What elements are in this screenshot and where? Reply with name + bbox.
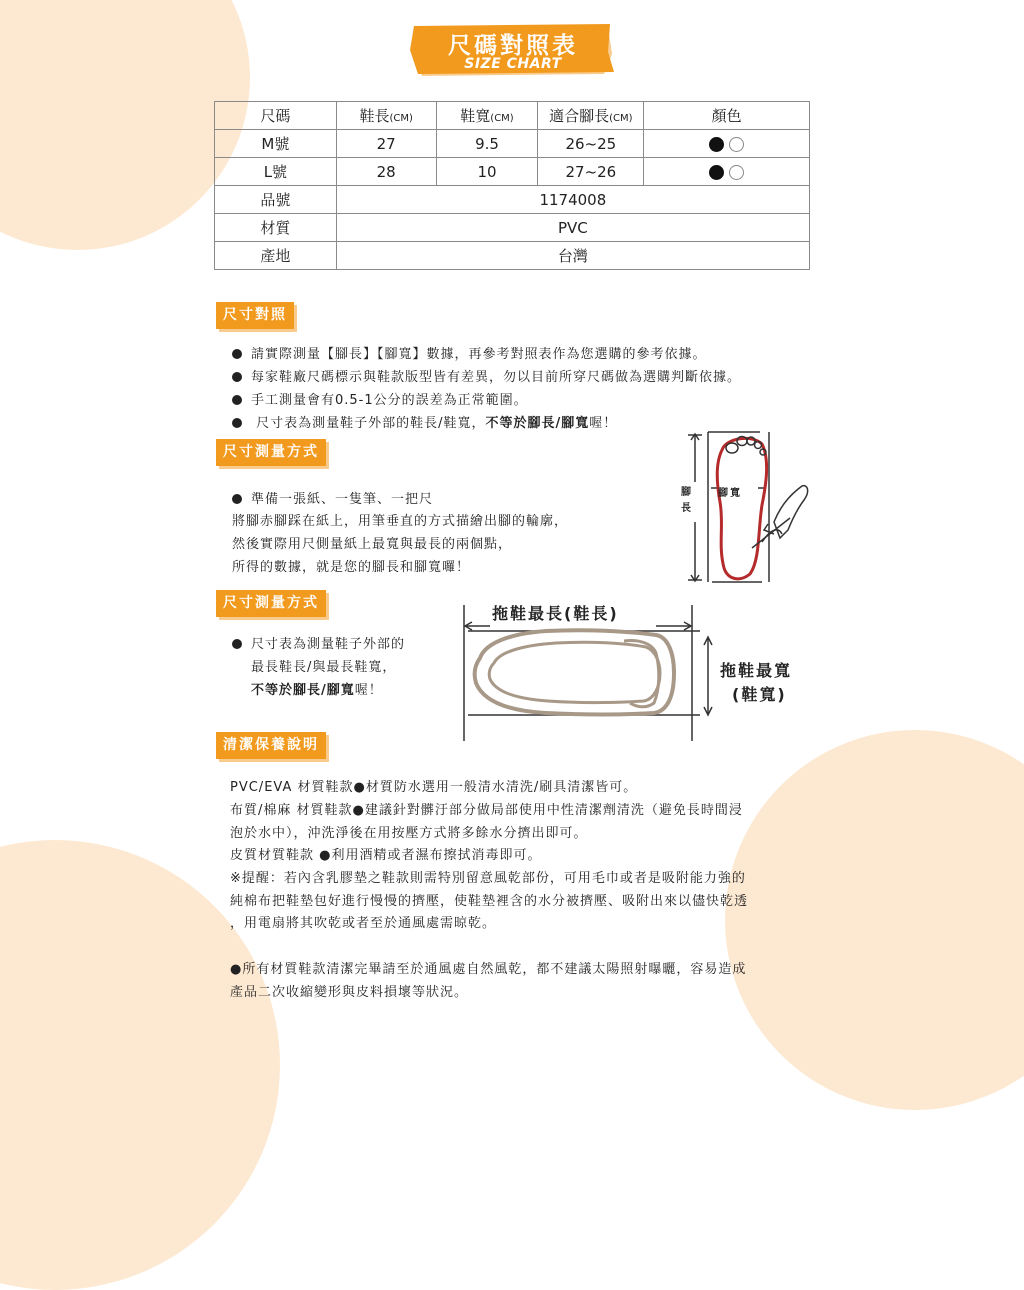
header-color: 顏色	[644, 102, 810, 130]
size-table	[214, 101, 810, 270]
color-swatch-black	[709, 165, 724, 180]
cell-shoe-length: 27	[336, 130, 436, 158]
foot-width-label: 腳寬	[718, 488, 742, 499]
table-row-origin	[215, 242, 810, 270]
slipper-width-label-2: (鞋寬)	[732, 685, 787, 704]
color-swatch-black	[709, 137, 724, 152]
slipper-measure-diagram	[456, 603, 726, 745]
section2-line-2: 然後實際用尺側量紙上最寬與最長的兩個點，	[232, 537, 513, 552]
table-row	[215, 130, 810, 158]
section-title-measure-method: 尺寸測量方式	[216, 439, 326, 466]
slipper-width-label-1: 拖鞋最寬	[720, 661, 793, 680]
cleaning-line-7: ，用電扇將其吹乾或者至於通風處需晾乾。	[230, 916, 497, 931]
cell-foot-length: 27~26	[538, 158, 644, 186]
table-row	[215, 158, 810, 186]
cleaning-final-line-1: ●所有材質鞋款清潔完畢請至於通風處自然風乾，都不建議太陽照射曝曬，容易造成	[230, 962, 747, 977]
header-shoe-width: 鞋寬(CM)	[436, 102, 538, 130]
section3-bullet: 尺寸表為測量鞋子外部的	[232, 633, 405, 652]
cell-foot-length: 26~25	[538, 130, 644, 158]
table-header-row	[215, 102, 810, 130]
cell-shoe-width: 9.5	[436, 130, 538, 158]
color-swatch-white	[729, 165, 744, 180]
cell-size: M號	[215, 130, 337, 158]
header-foot-length: 適合腳長(CM)	[538, 102, 644, 130]
cell-size: L號	[215, 158, 337, 186]
cell-label: 材質	[215, 214, 337, 242]
cleaning-line-2: 布質/棉麻 材質鞋款●建議針對髒汙部分做局部使用中性清潔劑清洗（避免長時間浸	[230, 803, 743, 818]
section-title-cleaning: 清潔保養說明	[216, 732, 326, 759]
cleaning-line-3: 泡於水中），沖洗淨後在用按壓方式將多餘水分擠出即可。	[230, 826, 588, 841]
section1-bullet-2: 每家鞋廠尺碼標示與鞋款版型皆有差異，勿以目前所穿尺碼做為選購判斷依據。	[232, 366, 741, 385]
section2-line-1: 將腳赤腳踩在紙上，用筆垂直的方式描繪出腳的輪廓，	[232, 514, 569, 529]
section3-line-2: 最長鞋長/與最長鞋寬，	[251, 660, 397, 675]
section1-bullet-4: 尺寸表為測量鞋子外部的鞋長/鞋寬，不等於腳長/腳寬喔！	[232, 412, 617, 431]
section2-bullet: 準備一張紙、一隻筆、一把尺	[232, 488, 433, 507]
size-chart-title-banner	[410, 24, 616, 76]
section1-bullet-1: 請實際測量【腳長】【腳寬】數據，再參考對照表作為您選購的參考依據。	[232, 343, 707, 362]
section3-line-3: 不等於腳長/腳寬喔！	[251, 683, 383, 698]
cell-shoe-length: 28	[336, 158, 436, 186]
table-row-material	[215, 214, 810, 242]
cleaning-line-6: 純棉布把鞋墊包好進行慢慢的擠壓，使鞋墊裡含的水分被擠壓、吸附出來以儘快乾透	[230, 894, 749, 909]
color-swatch-white	[729, 137, 744, 152]
foot-measure-diagram	[682, 430, 827, 585]
decorative-circle-top-left	[0, 0, 250, 250]
header-size: 尺碼	[215, 102, 337, 130]
title-english: SIZE CHART	[464, 56, 562, 72]
cleaning-line-4: 皮質材質鞋款 ●利用酒精或者濕布擦拭消毒即可。	[230, 848, 542, 863]
cell-colors	[644, 158, 810, 186]
section-title-size-comparison: 尺寸對照	[216, 302, 294, 329]
header-shoe-length: 鞋長(CM)	[336, 102, 436, 130]
cell-colors	[644, 130, 810, 158]
title-chinese: 尺碼對照表	[448, 33, 578, 59]
cell-label: 品號	[215, 186, 337, 214]
decorative-circle-bottom-right	[725, 730, 1024, 1110]
foot-length-label: 腳長	[681, 487, 691, 514]
section1-bullet-3: 手工測量會有0.5-1公分的誤差為正常範圍。	[232, 389, 528, 408]
cell-value: 1174008	[336, 186, 809, 214]
cell-label: 產地	[215, 242, 337, 270]
cleaning-final-line-2: 產品二次收縮變形與皮料損壞等狀況。	[230, 985, 469, 1000]
section2-line-3: 所得的數據，就是您的腳長和腳寬囉！	[232, 560, 471, 575]
cleaning-line-1: PVC/EVA 材質鞋款●材質防水選用一般清水清洗/刷具清潔皆可。	[230, 780, 638, 795]
cell-shoe-width: 10	[436, 158, 538, 186]
cleaning-line-5: ※提醒：若內含乳膠墊之鞋款則需特別留意風乾部份，可用毛巾或者是吸附能力強的	[230, 871, 746, 886]
cell-value: 台灣	[336, 242, 809, 270]
slipper-length-label: 拖鞋最長(鞋長)	[492, 604, 619, 623]
cell-value: PVC	[336, 214, 809, 242]
section-title-measure-method-2: 尺寸測量方式	[216, 590, 326, 617]
table-row-product-number	[215, 186, 810, 214]
